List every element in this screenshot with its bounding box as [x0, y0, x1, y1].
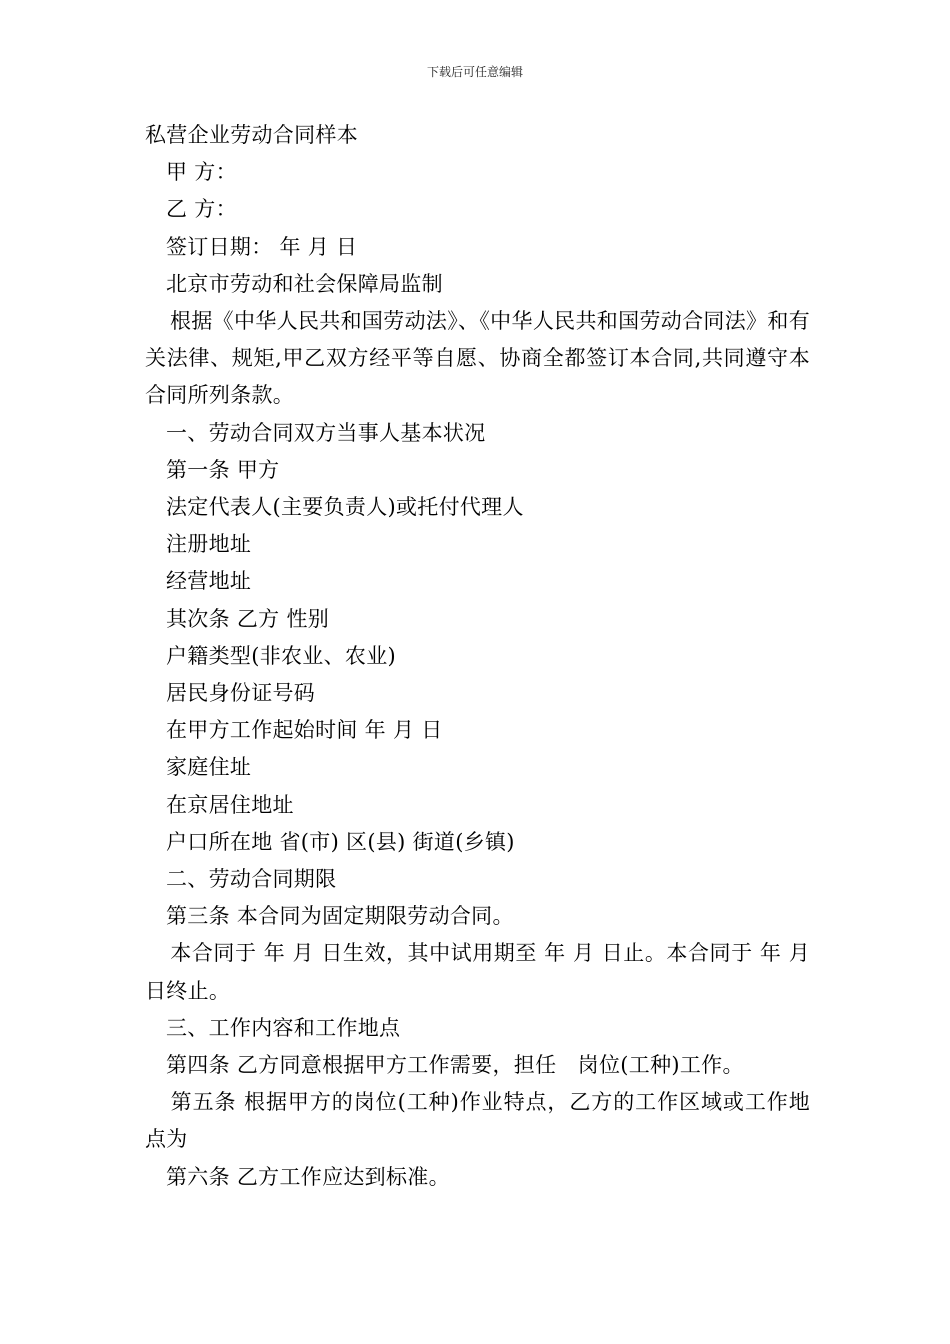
- section-3-heading: 三、工作内容和工作地点: [166, 1015, 401, 1040]
- supervisor-line: 北京市劳动和社会保障局监制: [166, 271, 443, 296]
- household-type-field: 户籍类型(非农业、农业): [166, 643, 396, 668]
- beijing-address-field: 在京居住地址: [166, 792, 294, 817]
- article-5: 第五条 根据甲方的岗位(工种)作业特点，乙方的工作区域或工作地点为: [145, 1090, 810, 1152]
- article-6: 第六条 乙方工作应达到标准。: [166, 1164, 450, 1189]
- page-header-note: 下载后可任意编辑: [426, 65, 523, 79]
- sign-date-field: 签订日期： 年 月 日: [166, 234, 358, 259]
- legal-representative-field: 法定代表人(主要负责人)或托付代理人: [166, 495, 524, 520]
- contract-term-paragraph: 本合同于 年 月 日生效，其中试用期至 年 月 日止。本合同于 年 月 日终止。: [145, 941, 810, 1003]
- party-b-field: 乙 方：: [166, 197, 237, 222]
- article-3: 第三条 本合同为固定期限劳动合同。: [166, 904, 514, 929]
- home-address-field: 家庭住址: [166, 755, 252, 780]
- registered-address-field: 注册地址: [166, 532, 252, 557]
- document-title: 私营企业劳动合同样本: [145, 123, 358, 147]
- id-number-field: 居民身份证号码: [166, 681, 316, 706]
- preamble-paragraph: 根据《中华人民共和国劳动法》、《中华人民共和国劳动合同法》和有关法律、规矩,甲乙双方经平等自愿、协商全都签订本合同,共同遵守本合同所列条款。: [145, 309, 810, 408]
- document-body: [145, 117, 810, 1196]
- article-1: 第一条 甲方: [166, 457, 280, 482]
- business-address-field: 经营地址: [166, 569, 252, 594]
- hukou-location-field: 户口所在地 省(市) 区(县) 街道(乡镇): [166, 829, 515, 854]
- article-2: 其次条 乙方 性别: [166, 606, 330, 631]
- start-time-field: 在甲方工作起始时间 年 月 日: [166, 718, 443, 743]
- section-1-heading: 一、劳动合同双方当事人基本状况: [166, 420, 486, 445]
- section-2-heading: 二、劳动合同期限: [166, 867, 337, 892]
- party-a-field: 甲 方：: [166, 160, 237, 185]
- article-4: 第四条 乙方同意根据甲方工作需要，担任 岗位(工种)工作。: [166, 1053, 744, 1078]
